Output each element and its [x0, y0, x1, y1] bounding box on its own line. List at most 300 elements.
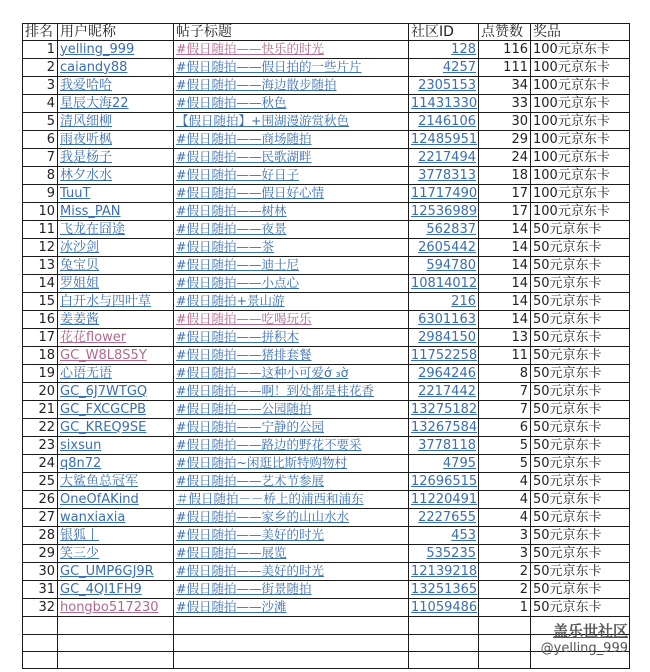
- empty-row: [23, 651, 630, 668]
- table-row: [23, 599, 630, 617]
- likes-cell: 24: [479, 149, 531, 167]
- rank-cell: 11: [23, 221, 58, 239]
- id-cell: [409, 563, 479, 581]
- community-id-link[interactable]: 562837: [426, 221, 476, 237]
- rank-cell: 1: [23, 41, 58, 59]
- community-id-link[interactable]: 3778313: [418, 167, 476, 183]
- title-cell: [174, 509, 409, 527]
- post-title-link[interactable]: #假日随拍——茶: [176, 239, 274, 255]
- prize-cell: 50元京东卡: [531, 311, 630, 329]
- title-cell: [174, 419, 409, 437]
- post-title-link[interactable]: #假日随拍——这种小可爱ớ ₃ờ: [176, 365, 349, 381]
- user-cell: [58, 401, 174, 419]
- likes-cell: 17: [479, 203, 531, 221]
- likes-cell: 30: [479, 113, 531, 131]
- community-id-link[interactable]: 2305153: [418, 77, 476, 93]
- title-cell: [174, 401, 409, 419]
- title-cell: [174, 365, 409, 383]
- post-title-link[interactable]: #假日随拍——路边的野花不要采: [176, 437, 362, 453]
- likes-cell: 6: [479, 419, 531, 437]
- user-cell: [58, 473, 174, 491]
- user-cell: [58, 203, 174, 221]
- user-link[interactable]: GC_W8L8S5Y: [60, 347, 147, 363]
- post-title-link[interactable]: #假日随拍——街景随拍: [176, 581, 312, 597]
- id-cell: [409, 95, 479, 113]
- prize-cell: 50元京东卡: [531, 581, 630, 599]
- prize-cell: 50元京东卡: [531, 473, 630, 491]
- empty-cell: [58, 634, 174, 651]
- id-cell: [409, 347, 479, 365]
- post-title-link[interactable]: #假日随拍——吃喝玩乐: [176, 311, 312, 327]
- user-cell: [58, 239, 174, 257]
- title-cell: [174, 581, 409, 599]
- empty-cell: [479, 617, 531, 634]
- prize-cell: 50元京东卡: [531, 239, 630, 257]
- post-title-link[interactable]: #假日随拍——夜景: [176, 221, 287, 237]
- empty-row: [23, 617, 630, 634]
- community-id-link[interactable]: 11431330: [411, 95, 478, 111]
- rank-cell: 10: [23, 203, 58, 221]
- rank-cell: 21: [23, 401, 58, 419]
- community-id-link[interactable]: 13275182: [411, 401, 478, 417]
- community-id-link[interactable]: 11717490: [411, 185, 478, 201]
- user-cell: [58, 419, 174, 437]
- community-id-link[interactable]: 10814012: [411, 275, 478, 291]
- rank-cell: 20: [23, 383, 58, 401]
- id-cell: [409, 185, 479, 203]
- user-cell: [58, 599, 174, 617]
- community-id-link[interactable]: 12696515: [411, 473, 478, 489]
- user-link[interactable]: 林夕水水: [60, 167, 113, 183]
- empty-cell: [409, 634, 479, 651]
- post-title-link[interactable]: #假日随拍~闲逛比斯特购物村: [176, 455, 347, 471]
- table-row: [23, 185, 630, 203]
- title-cell: [174, 491, 409, 509]
- post-title-link[interactable]: #假日随拍——迪士尼: [176, 257, 299, 273]
- title-cell: [174, 455, 409, 473]
- user-link[interactable]: 兔宝贝: [60, 257, 100, 273]
- community-id-link[interactable]: 216: [451, 293, 476, 309]
- post-title-link[interactable]: #假日随拍——小点心: [176, 275, 299, 291]
- id-cell: [409, 275, 479, 293]
- community-id-link[interactable]: 453: [451, 527, 476, 543]
- prize-cell: 50元京东卡: [531, 545, 630, 563]
- likes-cell: 116: [479, 41, 531, 59]
- empty-cell: [174, 634, 409, 651]
- post-title-link[interactable]: #假日随拍——美好的时光: [176, 527, 324, 543]
- likes-cell: 3: [479, 545, 531, 563]
- prize-cell: 100元京东卡: [531, 185, 630, 203]
- user-link[interactable]: GC_KREQ9SE: [60, 419, 147, 435]
- rank-cell: 27: [23, 509, 58, 527]
- post-title-link[interactable]: #假日随拍——艺术节参展: [176, 473, 324, 489]
- prize-cell: 50元京东卡: [531, 437, 630, 455]
- prize-cell: 50元京东卡: [531, 455, 630, 473]
- table-row: [23, 257, 630, 275]
- user-cell: [58, 545, 174, 563]
- user-link[interactable]: GC_6J7WTGQ: [60, 383, 148, 399]
- rank-cell: 16: [23, 311, 58, 329]
- user-link[interactable]: q8n72: [60, 455, 102, 471]
- community-id-link[interactable]: 12536989: [411, 203, 478, 219]
- likes-cell: 4: [479, 473, 531, 491]
- empty-cell: [58, 617, 174, 634]
- rank-cell: 8: [23, 167, 58, 185]
- likes-cell: 14: [479, 293, 531, 311]
- likes-cell: 2: [479, 581, 531, 599]
- table-row: [23, 131, 630, 149]
- table-row: [23, 167, 630, 185]
- empty-cell: [23, 617, 58, 634]
- post-title-link[interactable]: #假日随拍——秋色: [176, 95, 287, 111]
- prize-cell: 50元京东卡: [531, 329, 630, 347]
- likes-cell: 17: [479, 185, 531, 203]
- rank-cell: 14: [23, 275, 58, 293]
- likes-cell: 34: [479, 77, 531, 95]
- rank-cell: 22: [23, 419, 58, 437]
- community-id-link[interactable]: 11220491: [411, 491, 478, 507]
- user-link[interactable]: 飞龙在囧途: [60, 221, 126, 237]
- empty-cell: [479, 634, 531, 651]
- prize-cell: 50元京东卡: [531, 509, 630, 527]
- title-cell: [174, 311, 409, 329]
- id-cell: [409, 455, 479, 473]
- user-cell: [58, 131, 174, 149]
- id-cell: [409, 203, 479, 221]
- likes-cell: 111: [479, 59, 531, 77]
- table-row: [23, 59, 630, 77]
- prize-cell: 50元京东卡: [531, 347, 630, 365]
- rank-cell: 18: [23, 347, 58, 365]
- likes-cell: 5: [479, 455, 531, 473]
- rank-cell: 29: [23, 545, 58, 563]
- likes-cell: 14: [479, 311, 531, 329]
- post-title-link[interactable]: #假日随拍+景山游: [176, 293, 285, 309]
- user-cell: [58, 329, 174, 347]
- likes-cell: 4: [479, 491, 531, 509]
- likes-cell: 7: [479, 401, 531, 419]
- user-link[interactable]: 冰沙剑: [60, 239, 100, 255]
- community-id-link[interactable]: 13267584: [411, 419, 478, 435]
- user-link[interactable]: sixsun: [60, 437, 102, 453]
- prize-cell: 100元京东卡: [531, 131, 630, 149]
- table-row: [23, 95, 630, 113]
- community-id-link[interactable]: 4257: [442, 59, 476, 75]
- community-id-link[interactable]: 11752258: [411, 347, 478, 363]
- post-title-link[interactable]: #假日随拍——啊！到处都是桂花香: [176, 383, 374, 399]
- prize-cell: 50元京东卡: [531, 365, 630, 383]
- community-id-link[interactable]: 2146106: [418, 113, 476, 129]
- user-cell: [58, 527, 174, 545]
- table-row: [23, 149, 630, 167]
- user-link[interactable]: 我是杨子: [60, 149, 113, 165]
- rank-cell: 25: [23, 473, 58, 491]
- header-row: [23, 24, 630, 41]
- id-cell: [409, 383, 479, 401]
- community-id-link[interactable]: 2605442: [418, 239, 476, 255]
- likes-cell: 33: [479, 95, 531, 113]
- user-link[interactable]: wanxiaxia: [60, 509, 126, 525]
- rank-cell: 2: [23, 59, 58, 77]
- table-row: [23, 329, 630, 347]
- watermark-user: @yelling_999: [540, 641, 628, 656]
- user-link[interactable]: 心语无语: [60, 365, 113, 381]
- title-cell: [174, 185, 409, 203]
- id-cell: [409, 527, 479, 545]
- rank-cell: 5: [23, 113, 58, 131]
- id-cell: [409, 293, 479, 311]
- user-cell: [58, 77, 174, 95]
- rank-cell: 19: [23, 365, 58, 383]
- user-cell: [58, 221, 174, 239]
- watermark-logo: 盖乐世社区: [552, 622, 628, 640]
- user-cell: [58, 293, 174, 311]
- user-link[interactable]: 罗姐姐: [60, 275, 100, 291]
- id-cell: [409, 419, 479, 437]
- community-id-link[interactable]: 2227655: [418, 509, 476, 525]
- title-cell: [174, 275, 409, 293]
- user-link[interactable]: TuuT: [60, 185, 91, 201]
- prize-cell: 100元京东卡: [531, 113, 630, 131]
- community-id-link[interactable]: 2217494: [418, 149, 476, 165]
- id-cell: [409, 329, 479, 347]
- id-cell: [409, 77, 479, 95]
- likes-cell: 14: [479, 257, 531, 275]
- community-id-link[interactable]: 535235: [426, 545, 476, 561]
- user-link[interactable]: caiandy88: [60, 59, 128, 75]
- post-title-link[interactable]: 【假日随拍】+围湖漫游赏秋色: [176, 113, 349, 129]
- empty-cell: [58, 651, 174, 668]
- post-title-link[interactable]: #假日随拍——假日好心情: [176, 185, 324, 201]
- title-cell: [174, 473, 409, 491]
- community-id-link[interactable]: 2964246: [418, 365, 476, 381]
- likes-cell: 1: [479, 599, 531, 617]
- id-cell: [409, 545, 479, 563]
- prize-cell: 50元京东卡: [531, 491, 630, 509]
- user-link[interactable]: 雨夜听枫: [60, 131, 113, 147]
- user-cell: [58, 113, 174, 131]
- id-cell: [409, 167, 479, 185]
- post-title-link[interactable]: #假日随拍——树林: [176, 203, 287, 219]
- community-id-link[interactable]: 13251365: [411, 581, 478, 597]
- id-cell: [409, 365, 479, 383]
- header-prize: 奖品: [531, 24, 630, 41]
- table-row: [23, 365, 630, 383]
- table-row: [23, 581, 630, 599]
- user-link[interactable]: yelling_999: [60, 41, 135, 57]
- user-link[interactable]: GC_4QI1FH9: [60, 581, 142, 597]
- id-cell: [409, 311, 479, 329]
- likes-cell: 4: [479, 509, 531, 527]
- table-row: [23, 455, 630, 473]
- table-row: [23, 383, 630, 401]
- title-cell: [174, 257, 409, 275]
- table-row: [23, 275, 630, 293]
- user-link[interactable]: 清风细柳: [60, 113, 113, 129]
- title-cell: [174, 545, 409, 563]
- title-cell: [174, 563, 409, 581]
- rank-cell: 31: [23, 581, 58, 599]
- id-cell: [409, 599, 479, 617]
- header-rank: 排名: [23, 24, 58, 41]
- user-link[interactable]: 白开水与四叶草: [60, 293, 152, 309]
- prize-cell: 50元京东卡: [531, 275, 630, 293]
- title-cell: [174, 347, 409, 365]
- community-id-link[interactable]: 4795: [442, 455, 476, 471]
- title-cell: [174, 221, 409, 239]
- community-id-link[interactable]: 594780: [426, 257, 476, 273]
- empty-cell: [409, 651, 479, 668]
- likes-cell: 7: [479, 383, 531, 401]
- post-title-link[interactable]: #假日随拍——好日子: [176, 167, 299, 183]
- user-cell: [58, 437, 174, 455]
- user-link[interactable]: 星辰大海22: [60, 95, 129, 111]
- rank-cell: 23: [23, 437, 58, 455]
- title-cell: [174, 95, 409, 113]
- community-id-link[interactable]: 12139218: [411, 563, 478, 579]
- user-link[interactable]: 我爱哈哈: [60, 77, 113, 93]
- title-cell: [174, 383, 409, 401]
- post-title-link[interactable]: #假日随拍——假日拍的一些片片: [176, 59, 362, 75]
- prize-cell: 100元京东卡: [531, 77, 630, 95]
- user-cell: [58, 581, 174, 599]
- title-cell: [174, 59, 409, 77]
- user-cell: [58, 509, 174, 527]
- header-user: 用户昵称: [58, 24, 174, 41]
- title-cell: [174, 149, 409, 167]
- prize-cell: 100元京东卡: [531, 95, 630, 113]
- user-cell: [58, 275, 174, 293]
- community-id-link[interactable]: 2217442: [418, 383, 476, 399]
- empty-cell: [23, 651, 58, 668]
- table-row: [23, 563, 630, 581]
- table-row: [23, 401, 630, 419]
- empty-cell: [174, 617, 409, 634]
- results-table: [22, 23, 630, 669]
- user-link[interactable]: 花花flower: [60, 329, 127, 345]
- rank-cell: 3: [23, 77, 58, 95]
- table-row: [23, 113, 630, 131]
- rank-cell: 13: [23, 257, 58, 275]
- user-cell: [58, 257, 174, 275]
- community-id-link[interactable]: 128: [451, 41, 476, 57]
- rank-cell: 32: [23, 599, 58, 617]
- id-cell: [409, 581, 479, 599]
- title-cell: [174, 527, 409, 545]
- user-cell: [58, 167, 174, 185]
- prize-cell: 50元京东卡: [531, 383, 630, 401]
- post-title-link[interactable]: #假日随拍——拼积木: [176, 329, 299, 345]
- post-title-link[interactable]: #假日随拍——快乐的时光: [176, 41, 324, 57]
- user-link[interactable]: 银狐丨: [60, 527, 100, 543]
- rank-cell: 15: [23, 293, 58, 311]
- likes-cell: 8: [479, 365, 531, 383]
- likes-cell: 3: [479, 527, 531, 545]
- user-link[interactable]: OneOfAKind: [60, 491, 139, 507]
- user-link[interactable]: 大鲨鱼总冠军: [60, 473, 139, 489]
- table-row: [23, 437, 630, 455]
- rank-cell: 24: [23, 455, 58, 473]
- title-cell: [174, 167, 409, 185]
- title-cell: [174, 437, 409, 455]
- id-cell: [409, 401, 479, 419]
- header-id: 社区ID: [409, 24, 479, 41]
- rank-cell: 9: [23, 185, 58, 203]
- user-link[interactable]: GC_FXCGCPB: [60, 401, 147, 417]
- prize-cell: 50元京东卡: [531, 221, 630, 239]
- community-id-link[interactable]: 2984150: [418, 329, 476, 345]
- community-id-link[interactable]: 3778118: [418, 437, 476, 453]
- post-title-link[interactable]: #假日随拍——商场随拍: [176, 131, 312, 147]
- likes-cell: 5: [479, 437, 531, 455]
- user-link[interactable]: 笑三少: [60, 545, 100, 561]
- user-link[interactable]: hongbo517230: [60, 599, 159, 615]
- title-cell: [174, 239, 409, 257]
- title-cell: [174, 113, 409, 131]
- community-id-link[interactable]: 11059486: [411, 599, 478, 615]
- likes-cell: 2: [479, 563, 531, 581]
- id-cell: [409, 59, 479, 77]
- post-title-link[interactable]: #假日随拍——美好的时光: [176, 563, 324, 579]
- user-cell: [58, 347, 174, 365]
- user-link[interactable]: GC_UMP6GJ9R: [60, 563, 154, 579]
- likes-cell: 14: [479, 221, 531, 239]
- likes-cell: 18: [479, 167, 531, 185]
- user-cell: [58, 59, 174, 77]
- user-link[interactable]: 姜姜酱: [60, 311, 100, 327]
- id-cell: [409, 437, 479, 455]
- title-cell: [174, 77, 409, 95]
- prize-cell: 100元京东卡: [531, 59, 630, 77]
- table-row: [23, 311, 630, 329]
- id-cell: [409, 473, 479, 491]
- title-cell: [174, 41, 409, 59]
- user-cell: [58, 185, 174, 203]
- table-row: [23, 347, 630, 365]
- community-id-link[interactable]: 12485951: [411, 131, 478, 147]
- prize-cell: 100元京东卡: [531, 203, 630, 221]
- prize-cell: 50元京东卡: [531, 401, 630, 419]
- rank-cell: 12: [23, 239, 58, 257]
- user-cell: [58, 95, 174, 113]
- user-cell: [58, 149, 174, 167]
- title-cell: [174, 599, 409, 617]
- post-title-link[interactable]: #假日随拍——沙滩: [176, 599, 287, 615]
- post-title-link[interactable]: #假日随拍——宁静的公园: [176, 419, 324, 435]
- table-row: [23, 419, 630, 437]
- table-row: [23, 221, 630, 239]
- user-cell: [58, 491, 174, 509]
- post-title-link[interactable]: ＃假日随拍－－桥上的浦西和浦东: [176, 491, 364, 507]
- title-cell: [174, 203, 409, 221]
- header-title: 帖子标题: [174, 24, 409, 41]
- post-title-link[interactable]: #假日随拍——展览: [176, 545, 287, 561]
- post-title-link[interactable]: #假日随拍——家乡的山山水水: [176, 509, 349, 525]
- table-row: [23, 41, 630, 59]
- rank-cell: 7: [23, 149, 58, 167]
- empty-row: [23, 634, 630, 651]
- post-title-link[interactable]: #假日随拍——海边散步随拍: [176, 77, 337, 93]
- user-cell: [58, 311, 174, 329]
- post-title-link[interactable]: #假日随拍——公园随拍: [176, 401, 312, 417]
- prize-cell: 50元京东卡: [531, 293, 630, 311]
- community-id-link[interactable]: 6301163: [418, 311, 476, 327]
- post-title-link[interactable]: #假日随拍——民歌湖畔: [176, 149, 312, 165]
- post-title-link[interactable]: #假日随拍——猪排套餐: [176, 347, 312, 363]
- prize-cell: 50元京东卡: [531, 563, 630, 581]
- user-link[interactable]: Miss_PAN: [60, 203, 121, 219]
- table-row: [23, 77, 630, 95]
